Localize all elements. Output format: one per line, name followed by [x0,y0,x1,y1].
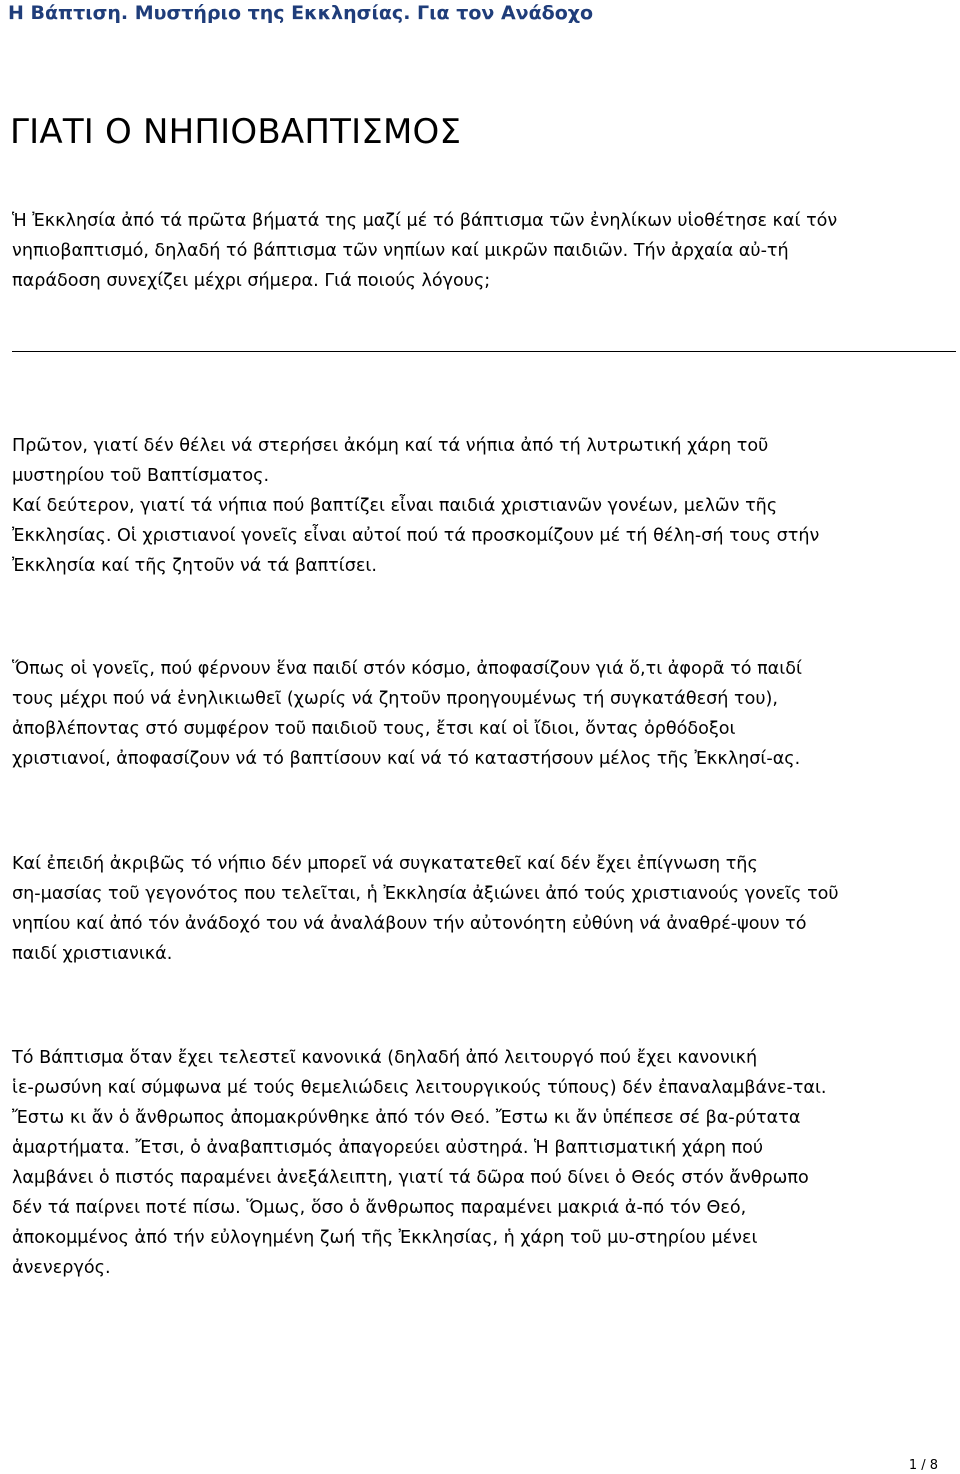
paragraph-line: ἀποβλέποντας στό συμφέρον τοῦ παιδιοῦ τους, ἔτσι καί οἱ ἴδιοι, ὄντας ὀρθόδοξοι [12,719,736,739]
paragraph-line: ἱε-ρωσύνη καί σύμφωνα μέ τούς θεμελιώδεις λειτουργικούς τύπους) δέν ἐπαναλαμβάνε-ται. [12,1078,827,1098]
paragraph-line: παράδοση συνεχίζει μέχρι σήμερα. Γιά ποιούς λόγους; [12,271,491,291]
paragraph-line: παιδί χριστιανικά. [12,944,173,964]
paragraph-1 [12,206,956,296]
paragraph-4 [12,849,956,969]
paragraph-line: δέν τά παίρνει ποτέ πίσω. Ὅμως, ὅσο ὁ ἄνθρωπος παραμένει μακριά ἀ-πό τόν Θεό, [12,1198,747,1218]
paragraph-line: ἀποκομμένος ἀπό τήν εὐλογημένη ζωή τῆς Ἐκκλησίας, ἡ χάρη τοῦ μυ-στηρίου μένει [12,1228,758,1248]
paragraph-line: νηπιοβαπτισμό, δηλαδή τό βάπτισμα τῶν νηπίων καί μικρῶν παιδιῶν. Τήν ἀρχαία αὐ-τή [12,241,789,261]
paragraph-5 [12,1043,956,1283]
paragraph-line: λαμβάνει ὁ πιστός παραμένει ἀνεξάλειπτη, γιατί τά δῶρα πού δίνει ὁ Θεός στόν ἄνθρωπο [12,1168,809,1188]
paragraph-line: Ὅπως οἱ γονεῖς, πού φέρνουν ἕνα παιδί στόν κόσμο, ἀποφασίζουν γιά ὅ,τι ἀφορᾶ τό παιδί [12,659,802,679]
paragraph-line: Ἡ Ἐκκλησία ἀπό τά πρῶτα βήματά της μαζί μέ τό βάπτισμα τῶν ἐνηλίκων υἱοθέτησε καί τόν [12,211,838,231]
paragraph-line: Ἔστω κι ἄν ὁ ἄνθρωπος ἀπομακρύνθηκε ἀπό τόν Θεό. Ἔστω κι ἄν ὑπέπεσε σέ βα-ρύτατα [12,1108,801,1128]
paragraph-line: νηπίου καί ἀπό τόν ἀνάδοχό του νά ἀναλάβουν τήν αὐτονόητη εὐθύνη νά ἀναθρέ-ψουν τό [12,914,807,934]
article-heading: ΓΙΑΤΙ Ο ΝΗΠΙΟΒΑΠΤΙΣΜΟΣ [10,112,462,152]
paragraph-line: ση-μασίας τοῦ γεγονότος που τελεῖται, ἡ Ἐκκλησία ἀξιώνει ἀπό τούς χριστιανούς γονεῖς τοῦ [12,884,839,904]
paragraph-line: ἁμαρτήματα. Ἔτσι, ὁ ἀναβαπτισμός ἀπαγορεύει αὐστηρά. Ἡ βαπτισματική χάρη πού [12,1138,764,1158]
paragraph-line: Καί ἐπειδή ἀκριβῶς τό νήπιο δέν μπορεῖ νά συγκατατεθεῖ καί δέν ἔχει ἐπίγνωση τῆς [12,854,758,874]
paragraph-line: ἀνενεργός. [12,1258,111,1278]
paragraph-2 [12,431,956,581]
paragraph-line: μυστηρίου τοῦ Βαπτίσματος. [12,466,270,486]
paragraph-line: Καί δεύτερον, γιατί τά νήπια πού βαπτίζει εἶναι παιδιά χριστιανῶν γονέων, μελῶν τῆς [12,496,778,516]
page-number: 1 / 8 [908,1458,938,1473]
paragraph-line: Ἐκκλησία καί τῆς ζητοῦν νά τά βαπτίσει. [12,556,377,576]
paragraph-line: Πρῶτον, γιατί δέν θέλει νά στερήσει ἀκόμη καί τά νήπια ἀπό τή λυτρωτική χάρη τοῦ [12,436,769,456]
document-title: Η Βάπτιση. Μυστήριο της Εκκλησίας. Για τον Ανάδοχο [8,2,594,24]
section-divider [12,351,956,352]
paragraph-line: χριστιανοί, ἀποφασίζουν νά τό βαπτίσουν καί νά τό καταστήσουν μέλος τῆς Ἐκκλησί-ας. [12,749,801,769]
paragraph-line: τους μέχρι πού νά ἐνηλικιωθεῖ (χωρίς νά ζητοῦν προηγουμένως τή συγκατάθεσή του), [12,689,779,709]
paragraph-line: Ἐκκλησίας. Οἱ χριστιανοί γονεῖς εἶναι αὐτοί πού τά προσκομίζουν μέ τή θέλη-σή τους στήν [12,526,820,546]
paragraph-3 [12,654,956,774]
paragraph-line: Τό Βάπτισμα ὅταν ἔχει τελεστεῖ κανονικά (δηλαδή ἀπό λειτουργό πού ἔχει κανονική [12,1048,758,1068]
document-header [0,0,960,28]
